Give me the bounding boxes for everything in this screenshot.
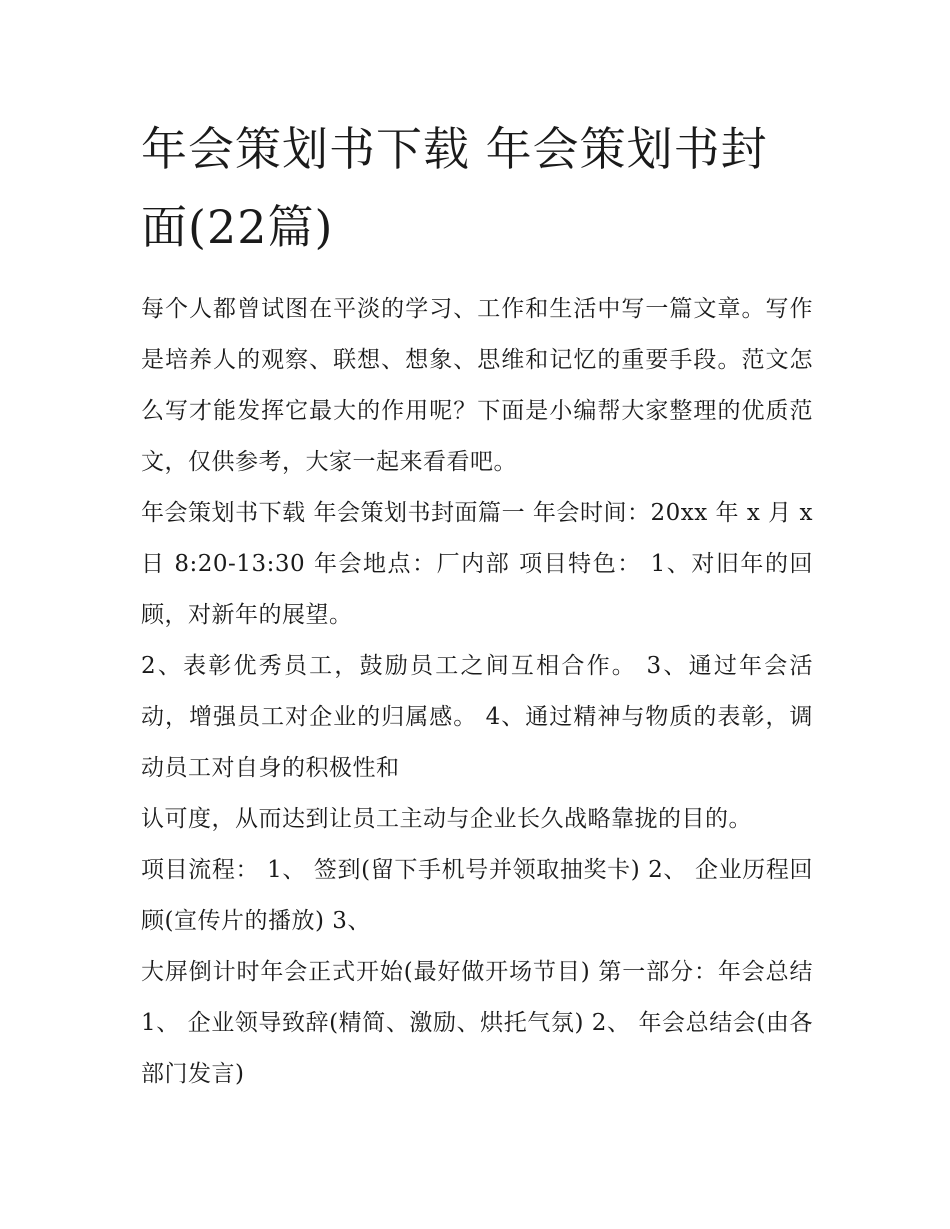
document-body [141,284,813,1100]
document-title: 年会策划书下载 年会策划书封面(22篇) [141,122,768,254]
paragraph-process: 项目流程： 1、 签到(留下手机号并领取抽奖卡) 2、 企业历程回顾(宣传片的播放) 3、 [141,857,813,934]
paragraph-intro: 每个人都曾试图在平淡的学习、工作和生活中写一篇文章。写作是培养人的观察、联想、想象、思维和记忆的重要手段。范文怎么写才能发挥它最大的作用呢？下面是小编帮大家整理的优质范文，仅供参考，大家一起来看看吧。 [141,296,813,475]
paragraph-features: 2、表彰优秀员工，鼓励员工之间互相合作。 3、通过年会活动，增强员工对企业的归属感。 4、通过精神与物质的表彰，调动员工对自身的积极性和 [141,653,813,781]
paragraph-purpose: 认可度，从而达到让员工主动与企业长久战略靠拢的目的。 [141,806,752,832]
paragraph-event-info: 年会策划书下载 年会策划书封面篇一 年会时间：20xx 年 x 月 x 日 8:20-13:30 年会地点：厂内部 项目特色： 1、对旧年的回顾，对新年的展望。 [141,500,813,628]
paragraph-part-one: 大屏倒计时年会正式开始(最好做开场节目) 第一部分：年会总结 1、 企业领导致辞(精简、激励、烘托气氛) 2、 年会总结会(由各部门发言) [141,959,813,1087]
document-content [141,110,813,1100]
